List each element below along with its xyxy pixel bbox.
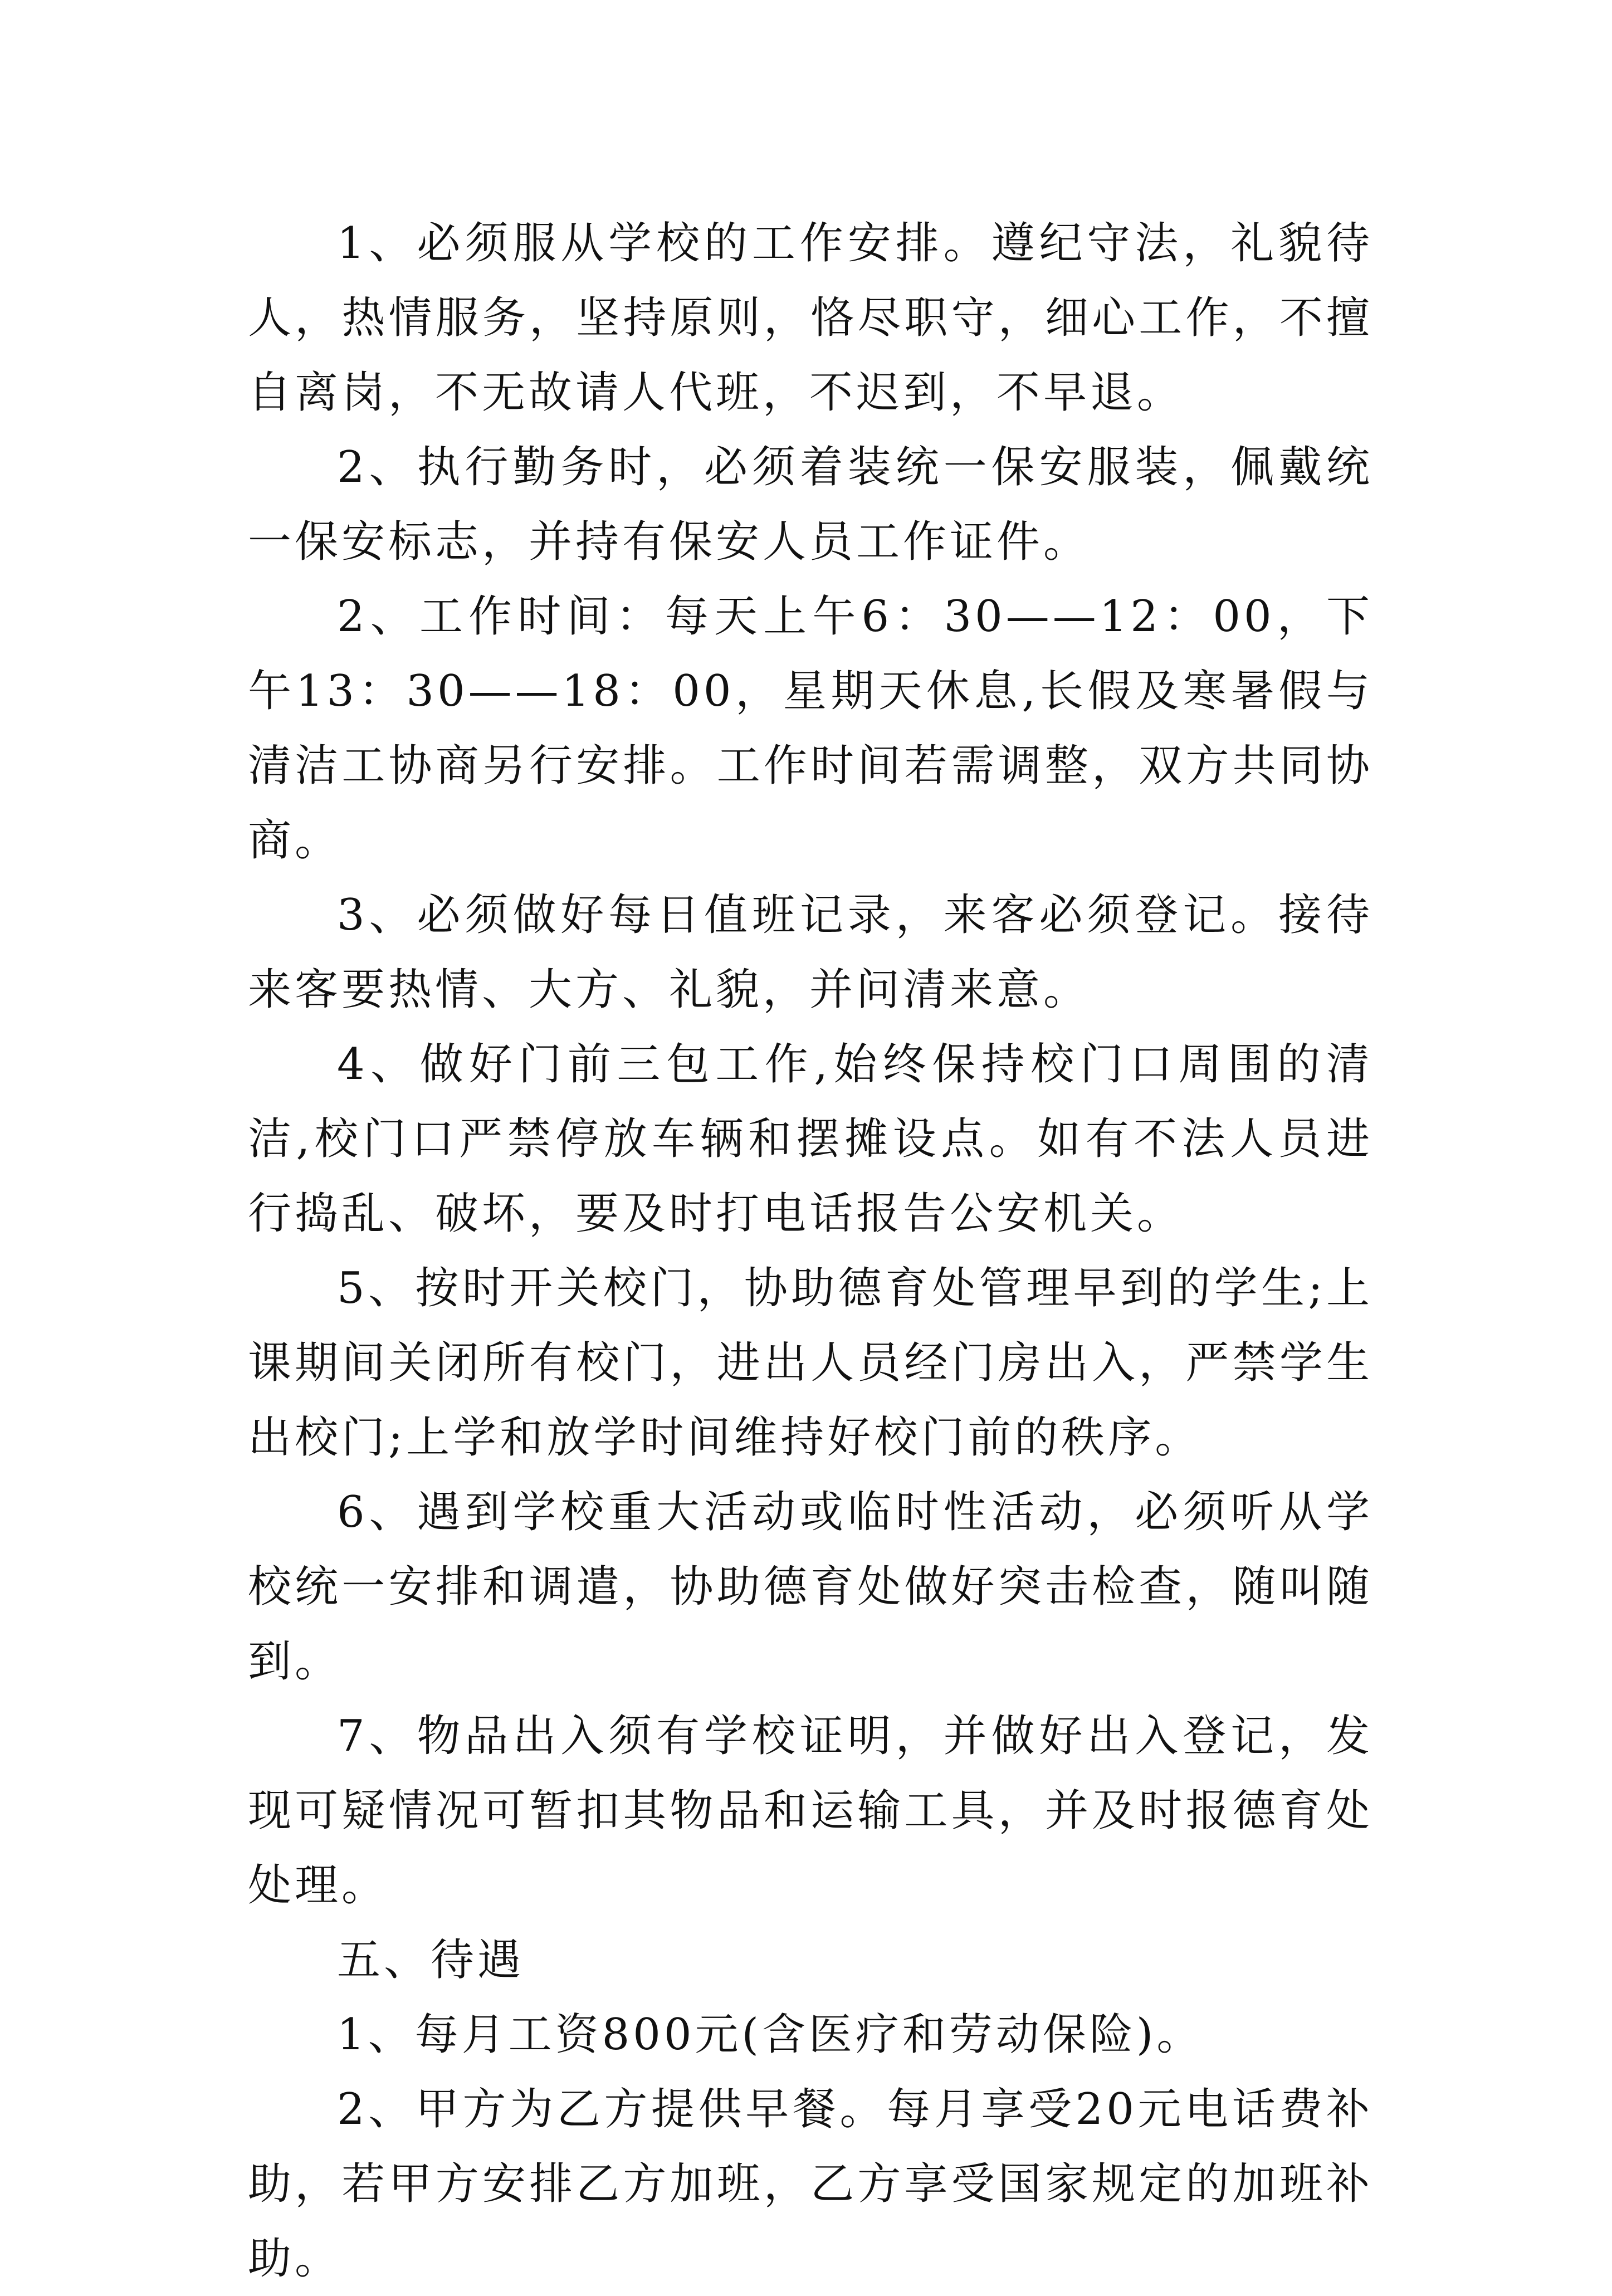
paragraph-duty-2-uniform: 2、执行勤务时，必须着装统一保安服装，佩戴统一保安标志，并持有保安人员工作证件。 [248, 442, 1373, 567]
paragraph-duty-4: 4、做好门前三包工作,始终保持校门口周围的清洁,校门口严禁停放车辆和摆摊设点。如有不法人员进行捣乱、破坏，要及时打电话报告公安机关。 [248, 1039, 1373, 1239]
paragraph-benefit-2: 2、甲方为乙方提供早餐。每月享受20元电话费补助，若甲方安排乙方加班，乙方享受国家规定的加班补助。 [248, 2084, 1373, 2284]
paragraph-duty-7: 7、物品出入须有学校证明，并做好出入登记，发现可疑情况可暂扣其物品和运输工具，并及时报德育处处理。 [248, 1711, 1373, 1911]
paragraph-duty-6: 6、遇到学校重大活动或临时性活动，必须听从学校统一安排和调遣，协助德育处做好突击检查，随叫随到。 [248, 1487, 1373, 1687]
paragraph-duty-5: 5、按时开关校门，协助德育处管理早到的学生;上课期间关闭所有校门，进出人员经门房出入，严禁学生出校门;上学和放学时间维持好校门前的秩序。 [248, 1263, 1373, 1463]
paragraph-duty-2-hours: 2、工作时间：每天上午6：30——12：00，下午13：30——18：00，星期天休息,长假及寒暑假与清洁工协商另行安排。工作时间若需调整，双方共同协商。 [248, 592, 1373, 866]
document-body [248, 206, 1373, 2296]
section-heading-benefits: 五、待遇 [337, 1935, 525, 1985]
paragraph-duty-1: 1、必须服从学校的工作安排。遵纪守法，礼貌待人，热情服务，坚持原则，恪尽职守，细心工作，不擅自离岗，不无故请人代班，不迟到，不早退。 [248, 218, 1373, 418]
paragraph-benefit-1: 1、每月工资800元(含医疗和劳动保险)。 [337, 2010, 1204, 2060]
paragraph-duty-3: 3、必须做好每日值班记录，来客必须登记。接待来客要热情、大方、礼貌，并问清来意。 [248, 890, 1373, 1015]
